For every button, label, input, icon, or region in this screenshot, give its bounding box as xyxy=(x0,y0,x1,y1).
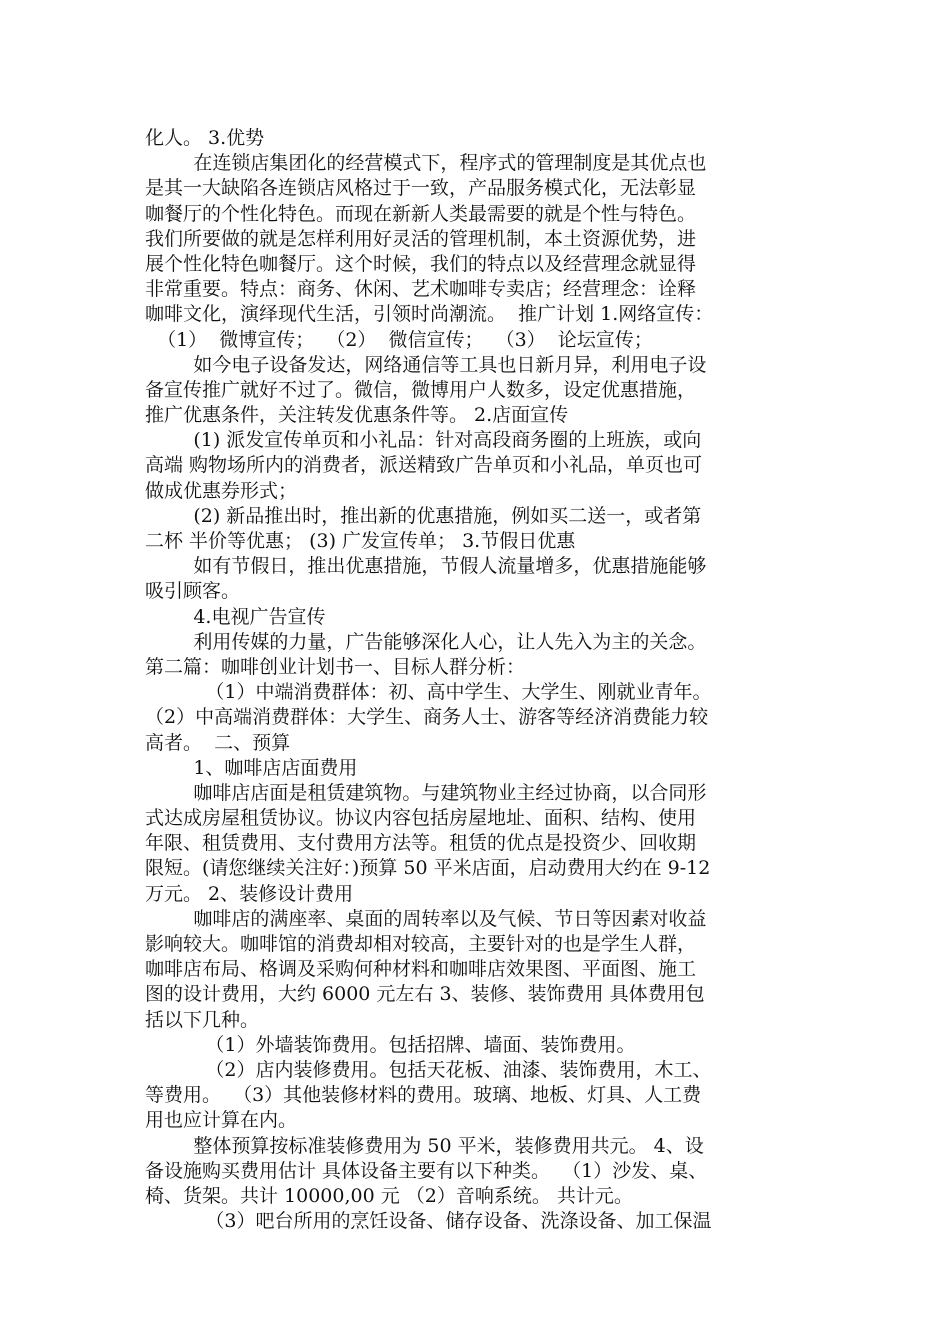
text-line: 影响较大。咖啡馆的消费却相对较高，主要针对的也是学生人群， xyxy=(145,933,697,955)
text-line: 利用传媒的力量，广告能够深化人心，让人先入为主的关念。 xyxy=(145,630,707,653)
text-line: 备设施购买费用估计 具体设备主要有以下种类。 （1）沙发、桌、 xyxy=(145,1159,708,1182)
text-line: 括以下几种。 xyxy=(145,1008,260,1031)
text-line: 推广优惠条件，关注转发优惠条件等。 2.店面宣传 xyxy=(145,404,569,427)
text-line: （1）中端消费群体：初、高中学生、大学生、刚就业青年。 xyxy=(145,681,712,704)
text-line: （2）店内装修费用。包括天花板、油漆、装饰费用，木工、 xyxy=(145,1058,712,1081)
text-line: (2) 新品推出时，推出新的优惠措施，例如买二送一，或者第 xyxy=(145,504,702,527)
text-line: 二杯 半价等优惠； (3) 广发宣传单； 3.节假日优惠 xyxy=(145,530,576,552)
text-line: 咖啡店店面是租赁建筑物。与建筑物业主经过协商，以合同形 xyxy=(145,781,707,804)
text-line: 式达成房屋租赁协议。协议内容包括房屋地址、面积、结构、使用 xyxy=(145,807,697,830)
text-line: 咖餐厅的个性化特色。而现在新新人类最需要的就是个性与特色。 xyxy=(145,202,697,225)
text-line: 如今电子设备发达，网络通信等工具也日新月异，利用电子设 xyxy=(145,353,707,376)
text-line: 在连锁店集团化的经营模式下，程序式的管理制度是其优点也 xyxy=(145,152,707,175)
text-line: 等费用。 （3）其他装修材料的费用。玻璃、地板、灯具、人工费 xyxy=(145,1084,702,1107)
text-line: 用也应计算在内。 xyxy=(145,1109,298,1132)
text-line: 椅、货架。共计 10000,00 元 （2）音响系统。 共计元。 xyxy=(145,1184,633,1207)
text-line: 吸引顾客。 xyxy=(145,580,241,603)
text-line: 高者。 二、预算 xyxy=(145,731,291,754)
text-line: 化人。 3.优势 xyxy=(145,127,265,149)
text-line: 做成优惠券形式； xyxy=(145,479,298,502)
text-line: 展个性化特色咖餐厅。这个时候，我们的特点以及经营理念就显得 xyxy=(145,252,697,275)
text-line: 万元。 2、装修设计费用 xyxy=(145,882,354,905)
text-line: 咖啡文化，演绎现代生活，引领时尚潮流。 推广计划 1.网络宣传： xyxy=(145,303,714,326)
text-line: 非常重要。特点：商务、休闲、艺术咖啡专卖店；经营理念：诠释 xyxy=(145,278,697,301)
text-line: (1) 派发宣传单页和小礼品：针对高段商务圈的上班族，或向 xyxy=(145,429,702,452)
text-line: 我们所要做的就是怎样利用好灵活的管理机制，本土资源优势，进 xyxy=(145,227,697,250)
text-line: 是其一大缺陷各连锁店风格过于一致，产品服务模式化，无法彰显 xyxy=(145,177,697,200)
text-line: 1、咖啡店店面费用 xyxy=(145,756,358,779)
text-line: 高端 购物场所内的消费者，派送精致广告单页和小礼品，单页也可 xyxy=(145,454,703,477)
text-line: 如有节假日，推出优惠措施，节假人流量增多，优惠措施能够 xyxy=(145,555,707,578)
text-line: 咖啡店布局、格调及采购何种材料和咖啡店效果图、平面图、施工 xyxy=(145,958,697,981)
text-line: 4.电视广告宣传 xyxy=(145,605,326,628)
document-body xyxy=(145,126,825,1234)
text-line: 年限、租赁费用、支付费用方法等。租赁的优点是投资少、回收期 xyxy=(145,832,697,855)
text-line: 备宣传推广就好不过了。微信，微博用户人数多，设定优惠措施， xyxy=(145,378,697,401)
text-line: 咖啡店的满座率、桌面的周转率以及气候、节日等因素对收益 xyxy=(145,907,707,930)
text-line: 图的设计费用，大约 6000 元左右 3、装修、装饰费用 具体费用包 xyxy=(145,983,705,1006)
text-line: 整体预算按标准装修费用为 50 平米，装修费用共元。 4、设 xyxy=(145,1134,704,1157)
text-line: 限短。(请您继续关注好：)预算 50 平米店面，启动费用大约在 9-12 xyxy=(145,857,711,880)
text-line: （1） 微博宣传； （2） 微信宣传； （3） 论坛宣传； xyxy=(145,328,653,351)
text-line: （3）吧台所用的烹饪设备、储存设备、洗涤设备、加工保温 xyxy=(145,1210,712,1233)
text-line: （2）中高端消费群体：大学生、商务人士、游客等经济消费能力较 xyxy=(145,706,709,729)
text-line: 第二篇：咖啡创业计划书一、目标人群分析： xyxy=(145,655,526,678)
text-line: （1）外墙装饰费用。包括招牌、墙面、装饰费用。 xyxy=(145,1033,636,1056)
